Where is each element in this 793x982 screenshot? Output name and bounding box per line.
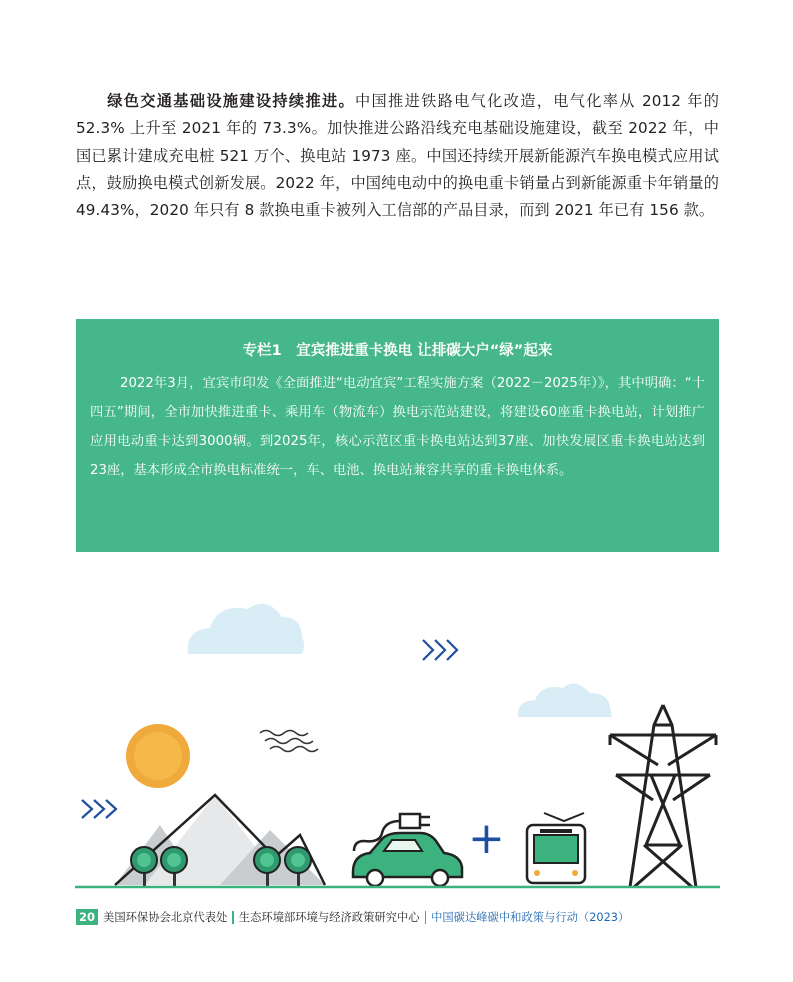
power-pylon-icon [610, 705, 716, 887]
footer-divider [425, 911, 427, 924]
intro-paragraph [76, 88, 719, 224]
wind-icon [260, 731, 318, 752]
illustration [70, 595, 725, 895]
page-footer [76, 907, 629, 927]
sun-icon [126, 724, 190, 788]
intro-body: 中国推进铁路电气化改造，电气化率从 2012 年的 52.3% 上升至 2021 年的 73.3%。加快推进公路沿线充电基础设施建设，截至 2022 年，中国已累计建成充电桩 521 万个、换电站 1973 座。中国还持续开展新能源汽车换电模式应用试点，鼓励换电模式创新发展。2022 年，中国纯电动中的换电重卡销量占到新能源重卡年销量的 49.43%，2020 年只有 8 款换电重卡被列入工信部的产品目录，而到 2021 年已有 156 款。 [76, 92, 720, 220]
footer-org1: 美国环保协会北京代表处 [103, 911, 228, 924]
intro-lead: 绿色交通基础设施建设持续推进。 [106, 92, 356, 110]
page-number: 20 [76, 909, 98, 925]
cloud-icon [188, 604, 304, 654]
chevrons-icon [82, 800, 116, 818]
case-study-title: 专栏1 宜宾推进重卡换电 让排碳大户“绿”起来 [242, 343, 553, 359]
case-study-box [76, 319, 719, 552]
chevrons-icon [423, 640, 457, 660]
case-study-body-wrap [90, 369, 705, 485]
footer-org2: 生态环境部环境与经济政策研究中心 [238, 911, 420, 924]
tram-icon [527, 813, 585, 883]
plus-icon: + [468, 813, 505, 864]
case-study-body: 2022年3月，宜宾市印发《全面推进“电动宜宾”工程实施方案（2022－2025年）》，其中明确：“十四五”期间，全市加快推进重卡、乘用车（物流车）换电示范站建设，将建设60座重卡换电站，计划推广应用电动重卡达到3000辆。到2025年，核心示范区重卡换电站达到37座、加快发展区重卡换电站达到23座，基本形成全市换电标准统一，车、电池、换电站兼容共享的重卡换电体系。 [90, 376, 705, 478]
footer-divider [232, 911, 234, 924]
cloud-icon [518, 684, 612, 717]
footer-publication: 中国碳达峰碳中和政策与行动（2023） [431, 911, 630, 924]
